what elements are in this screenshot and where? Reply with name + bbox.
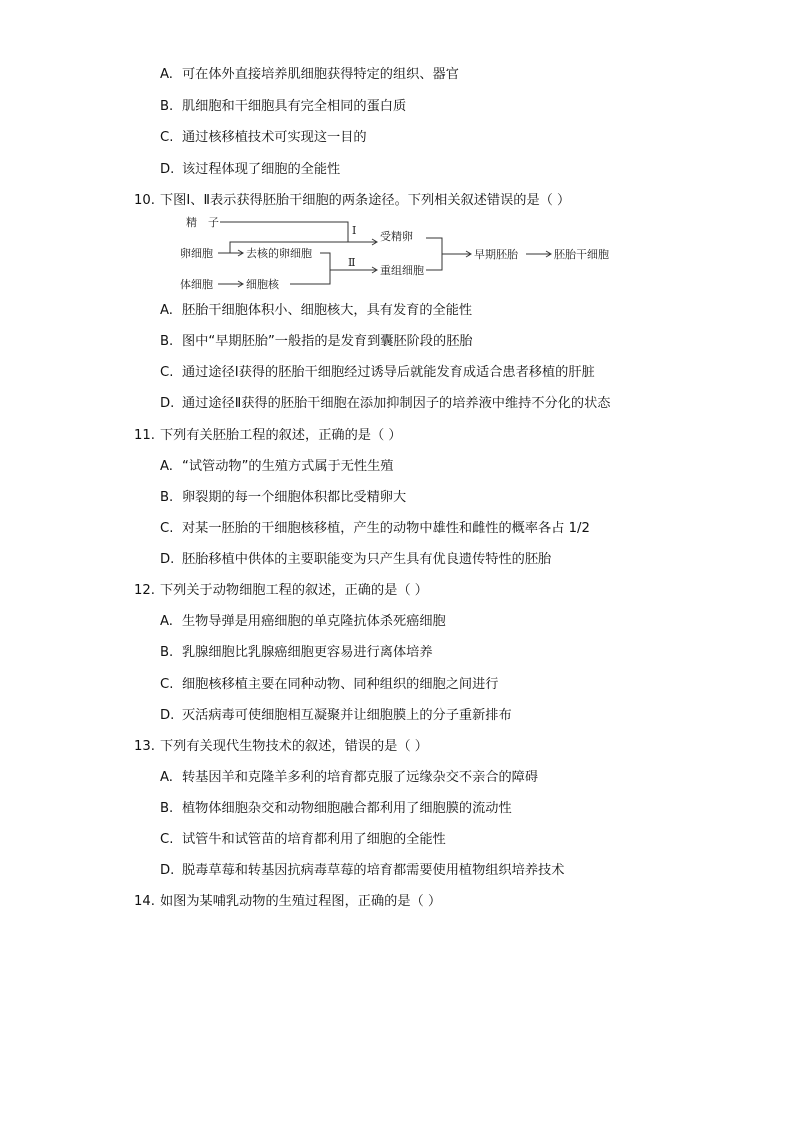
q11-option-b [160,489,406,507]
option-text: 胚胎干细胞体积小、细胞核大，具有发育的全能性 [182,303,473,318]
option-letter: A. [160,303,173,318]
option-letter: D. [160,552,175,567]
q11-option-c [160,520,590,538]
q13-option-a [160,769,538,787]
option-letter: C. [160,521,174,536]
q9-option-b [160,98,406,116]
option-text: 肌细胞和干细胞具有完全相同的蛋白质 [182,99,407,114]
option-text: 植物体细胞杂交和动物细胞融合都利用了细胞膜的流动性 [182,801,512,816]
diagram-path1-label: Ⅰ [352,224,357,237]
diagram-path2-label: Ⅱ [348,256,356,269]
q11-option-d [160,551,551,569]
q10-option-b [160,333,473,351]
es-cell-pathway-diagram [180,212,620,296]
option-letter: B. [160,490,174,505]
option-text: 图中“早期胚胎”一般指的是发育到囊胚阶段的胚胎 [182,334,473,349]
option-text: 卵裂期的每一个细胞体积都比受精卵大 [182,490,407,505]
option-letter: A. [160,770,173,785]
option-letter: A. [160,614,173,629]
question-text: 下图Ⅰ、Ⅱ表示获得胚胎干细胞的两条途径。下列相关叙述错误的是（ ） [160,193,571,208]
option-text: 胚胎移植中供体的主要职能变为只产生具有优良遗传特性的胚胎 [182,552,552,567]
q13-option-c [160,831,446,849]
question-text: 如图为某哺乳动物的生殖过程图，正确的是（ ） [160,894,442,909]
q12-option-c [160,676,499,694]
option-letter: C. [160,832,174,847]
q13-option-b [160,800,512,818]
q10-option-a [160,302,472,320]
option-text: “试管动物”的生殖方式属于无性生殖 [182,459,394,474]
option-letter: C. [160,365,174,380]
question-number: 11. [134,428,155,443]
option-text: 对某一胚胎的干细胞核移植，产生的动物中雄性和雌性的概率各占 1/2 [182,521,590,536]
option-text: 通过途径Ⅱ获得的胚胎干细胞在添加抑制因子的培养液中维持不分化的状态 [182,396,611,411]
right-bracket [426,238,442,270]
question-text: 下列有关胚胎工程的叙述，正确的是（ ） [160,428,402,443]
q12-option-a [160,613,446,631]
option-text: 通过途径Ⅰ获得的胚胎干细胞经过诱导后就能发育成适合患者移植的肝脏 [182,365,595,380]
diagram-sperm-label: 精 子 [186,216,219,229]
option-text: 细胞核移植主要在同种动物、同种组织的细胞之间进行 [182,677,499,692]
option-text: 脱毒草莓和转基因抗病毒草莓的培育都需要使用植物组织培养技术 [182,863,565,878]
question-text: 下列关于动物细胞工程的叙述，正确的是（ ） [160,583,428,598]
option-letter: D. [160,396,175,411]
option-text: 灭活病毒可使细胞相互凝聚并让细胞膜上的分子重新排布 [182,708,512,723]
q9-option-a [160,66,459,84]
diagram-somatic-label: 体细胞 [180,278,213,291]
q9-option-d [160,161,340,179]
diagram-recombinant-label: 重组细胞 [380,264,424,277]
q12-option-d [160,707,512,725]
option-letter: D. [160,863,175,878]
q11-option-a [160,458,393,476]
option-text: 通过核移植技术可实现这一目的 [182,130,367,145]
option-text: 试管牛和试管苗的培育都利用了细胞的全能性 [182,832,446,847]
option-letter: B. [160,801,174,816]
diagram-enucleated-label: 去核的卵细胞 [246,247,312,260]
option-letter: A. [160,67,173,82]
option-letter: B. [160,99,174,114]
question-number: 10. [134,193,155,208]
option-text: 转基因羊和克隆羊多利的培育都克服了远缘杂交不亲合的障碍 [182,770,539,785]
q13-option-d [160,862,564,880]
q9-option-c [160,129,367,147]
diagram-nucleus-label: 细胞核 [246,278,279,291]
option-letter: A. [160,459,173,474]
q10-option-d [160,395,611,413]
option-text: 生物导弹是用癌细胞的单克隆抗体杀死癌细胞 [182,614,446,629]
q12-option-b [160,644,433,662]
q10-option-c [160,364,595,382]
option-letter: B. [160,334,174,349]
option-letter: C. [160,130,174,145]
diagram-es-cell-label: 胚胎干细胞 [554,248,609,261]
option-letter: B. [160,645,174,660]
question-number: 13. [134,739,155,754]
option-text: 可在体外直接培养肌细胞获得特定的组织、器官 [182,67,459,82]
question-number: 12. [134,583,155,598]
diagram-fertilized-label: 受精卵 [380,230,413,243]
diagram-egg-label: 卵细胞 [180,247,213,260]
question-number: 14. [134,894,155,909]
diagram-early-embryo-label: 早期胚胎 [474,248,518,261]
option-text: 该过程体现了细胞的全能性 [182,162,341,177]
option-letter: C. [160,677,174,692]
option-text: 乳腺细胞比乳腺癌细胞更容易进行离体培养 [182,645,433,660]
question-text: 下列有关现代生物技术的叙述，错误的是（ ） [160,739,428,754]
sperm-connector [220,222,348,236]
option-letter: D. [160,162,175,177]
option-letter: D. [160,708,175,723]
